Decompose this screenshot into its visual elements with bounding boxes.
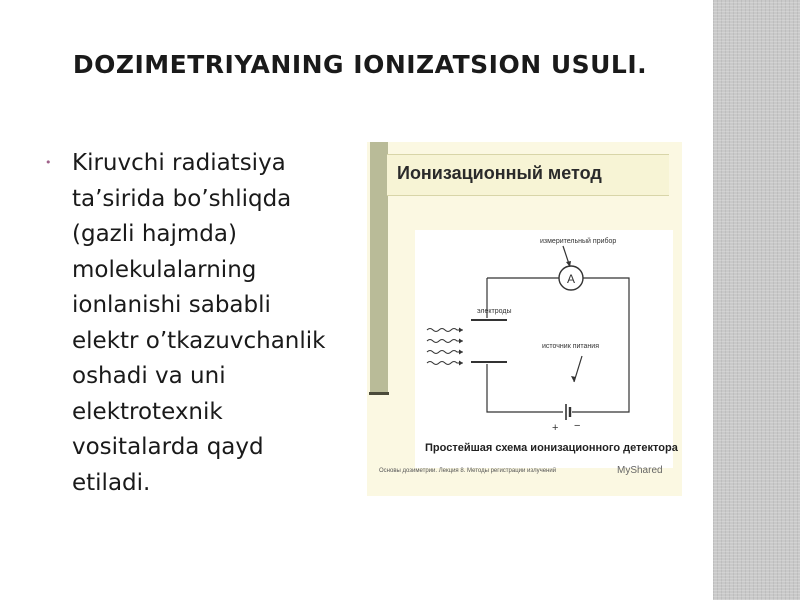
power-source-label: источник питания xyxy=(542,343,599,350)
figure-source-credit: Основы дозиметрии. Лекция 8. Методы регистрации излучений xyxy=(379,468,557,474)
radiation-wave-3 xyxy=(427,351,463,354)
ionization-method-figure xyxy=(367,142,682,496)
radiation-arrowhead-2 xyxy=(459,339,463,344)
electrodes-label: электроды xyxy=(477,308,512,315)
myshared-logo: MyShared xyxy=(617,465,663,476)
radiation-wave-4 xyxy=(427,362,463,365)
figure-caption: Простейшая схема ионизационного детектора xyxy=(425,442,678,454)
minus-sign: − xyxy=(574,420,581,432)
slide-title: DOZIMETRIYANING IONIZATSION USULI. xyxy=(72,50,648,79)
bullet-text: Kiruvchi radiatsiya ta’sirida bo’shliqda (gazli hajmda) molekulalarning ionlanishi sababli elektr o’tkazuvchanlik oshadi va uni elektrotexnik vositalarda qayd etiladi. xyxy=(72,150,326,496)
bullet-marker: • xyxy=(45,156,52,169)
radiation-arrowhead-3 xyxy=(459,350,463,355)
radiation-arrowhead-1 xyxy=(459,328,463,333)
circuit-wire-bottom-left xyxy=(487,364,563,412)
radiation-wave-2 xyxy=(427,340,463,343)
figure-heading: Ионизационный метод xyxy=(397,163,602,183)
radiation-arrowhead-4 xyxy=(459,361,463,366)
decorative-side-strip xyxy=(713,0,800,600)
meter-symbol-text: A xyxy=(567,272,576,286)
plus-sign: + xyxy=(552,422,559,434)
radiation-wave-1 xyxy=(427,329,463,332)
meter-label: измерительный прибор xyxy=(540,238,617,245)
